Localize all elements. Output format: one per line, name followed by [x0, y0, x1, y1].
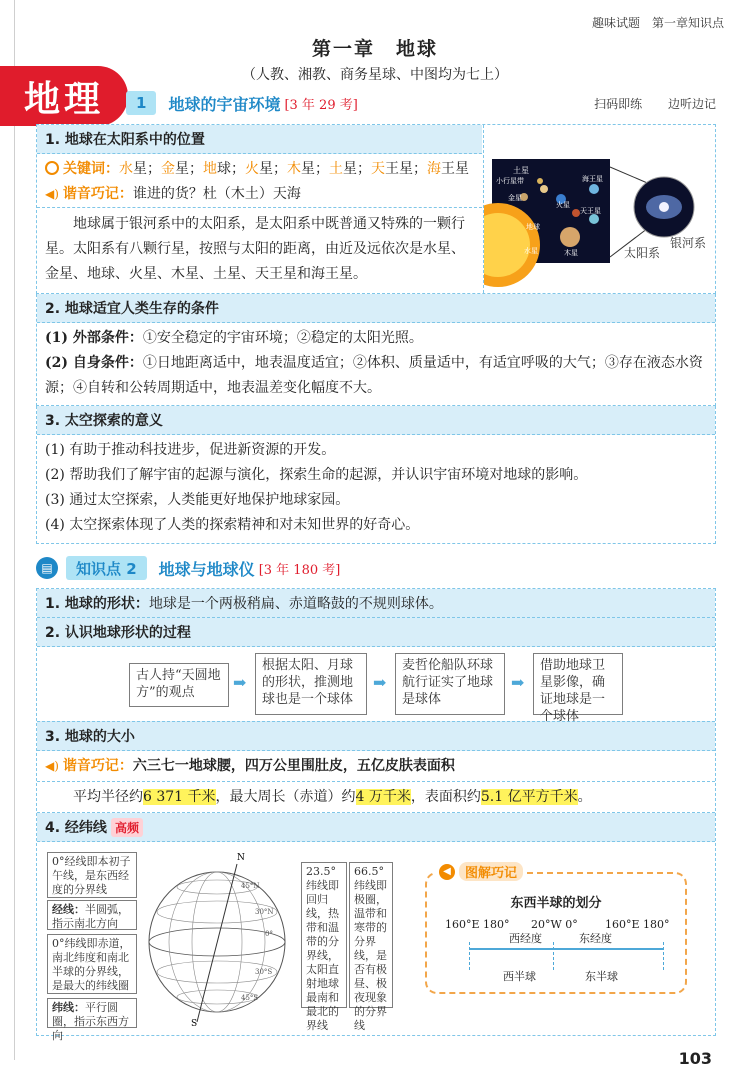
memo-tick-left: 160°E 180°: [445, 918, 510, 931]
keyword-highlight: 天: [371, 161, 385, 177]
earth-axis: [197, 864, 237, 1022]
flow-arrow-2: ➡: [373, 673, 387, 692]
svg-text:N: N: [237, 853, 245, 863]
keyword-rest: 星；: [343, 161, 371, 177]
keyword-highlight: 金: [161, 161, 175, 177]
solar-system-image: [484, 125, 716, 293]
keyword-icon: [45, 161, 59, 175]
running-header: 趣味试题 第一章知识点: [591, 16, 724, 30]
grid-lines-figure: [37, 842, 715, 1042]
svg-text:0°: 0°: [265, 930, 273, 938]
svg-text:30°S: 30°S: [255, 968, 273, 976]
note-meridian: 经线：半圆弧，指示南北方向: [47, 900, 137, 930]
area-value: 5.1 亿平方千米: [480, 789, 578, 805]
circumference-value: 4 万千米: [355, 789, 411, 805]
note-parallel: 纬线：平行圆圈，指示东西方向: [47, 998, 137, 1028]
galaxy-label: 银河系: [670, 236, 707, 250]
section-3-heading: 3. 太空探索的意义: [37, 406, 715, 435]
flow-step-4: 借助地球卫星影像，确证地球是一个球体: [533, 653, 623, 715]
memo-tick-right: 160°E 180°: [605, 918, 670, 931]
internal-conditions: (2) 自身条件：①日地距离适中，地表温度适宜；②体积、质量适中，有适宜呼吸的大气；③存在液态水资源；④自转和公转周期适中，地表温差变化幅度不大。: [45, 355, 703, 396]
kp2-exam-tag: [3 年 180 考]: [258, 562, 341, 578]
svg-text:金星: 金星: [508, 194, 522, 202]
kp1-number: 1: [126, 91, 156, 115]
keyword-rest: 球；: [217, 161, 245, 177]
keywords-text: [119, 161, 469, 177]
radius-value: 6 371 千米: [143, 789, 216, 805]
shape-of-earth-row: 1. 地球的形状： 地球是一个两极稍扁、赤道略鼓的不规则球体。: [37, 589, 715, 618]
section-1-box: [36, 124, 716, 294]
section-2-heading: 2. 地球适宜人类生存的条件: [37, 294, 715, 323]
earth-size-facts: 平均半径约6 371 千米，最大周长（赤道）约4 万千米，表面积约5.1 亿平方千米。: [37, 782, 715, 813]
keyword-highlight: 土: [329, 161, 343, 177]
listen-memorize-link[interactable]: 边听边记: [667, 96, 716, 111]
grid-lines-heading: 4. 经纬线 高频: [37, 813, 715, 842]
keyword-highlight: 海: [427, 161, 441, 177]
kp1-title: 地球的宇宙环境: [168, 94, 281, 114]
solar-system-figure: [483, 125, 716, 293]
svg-text:45°S: 45°S: [241, 994, 259, 1002]
significance-item-4: (4) 太空探索体现了人类的探索精神和对未知世界的好奇心。: [45, 517, 420, 533]
svg-text:火星: 火星: [556, 201, 570, 209]
kp1-exam-tag: [3 年 29 考]: [284, 97, 358, 113]
memo-title: 图解巧记: [459, 862, 523, 881]
svg-text:地球: 地球: [526, 223, 540, 231]
speaker-icon: ◀): [45, 759, 59, 773]
kp1-actions: [572, 95, 716, 112]
shape-process-heading: 2. 认识地球形状的过程: [37, 618, 715, 647]
keyword-rest: 星；: [301, 161, 329, 177]
note-tropic: 23.5°纬线即回归线，热带和温带的分界线，太阳直射地球最南和最北的界线: [301, 862, 347, 1008]
svg-text:天王星: 天王星: [580, 207, 601, 215]
memo-east-longitude: 东经度: [579, 932, 612, 945]
earth-size-heading: 3. 地球的大小: [37, 721, 715, 751]
keyword-rest: 王星: [441, 161, 469, 177]
svg-text:木星: 木星: [564, 249, 578, 257]
memo-axis: [469, 948, 663, 950]
flow-step-1: 古人持“天圆地方”的观点: [129, 663, 229, 707]
keywords-label: 关键词：: [63, 161, 119, 177]
subject-badge: 地理: [0, 66, 128, 126]
memo-west-hemisphere: 西半球: [503, 970, 536, 983]
keyword-rest: 王星；: [385, 161, 427, 177]
keyword-rest: 星；: [133, 161, 161, 177]
flow-step-2: 根据太阳、月球的形状，推测地球也是一个球体: [255, 653, 367, 715]
flow-step-3: 麦哲伦船队环球航行证实了地球是球体: [395, 653, 505, 715]
memo-subtitle: 东西半球的划分: [510, 896, 602, 911]
memo-tick-mid: 20°W 0°: [531, 918, 578, 931]
page-number: 103: [678, 1049, 712, 1068]
svg-text:30°N: 30°N: [255, 908, 274, 916]
shape-process-flow: [37, 647, 715, 724]
significance-item-3: (3) 通过太空探索，人类能更好地保护地球家园。: [45, 492, 350, 508]
earth-size-mnemonic: ◀) 谐音巧记：六三七一地球腰，四万公里围肚皮，五亿皮肤表面积: [37, 751, 715, 782]
section-3-box: [36, 406, 716, 544]
section-2-box: [36, 294, 716, 406]
keyword-highlight: 火: [245, 161, 259, 177]
mnemonic-line: [37, 182, 482, 207]
mnemonic-text: 谁进的货？杜（木土）天海: [132, 186, 301, 202]
keyword-rest: 星；: [175, 161, 203, 177]
chapter-subtitle: （人教、湘教、商务星球、中图均为七上）: [242, 67, 508, 83]
svg-text:45°N: 45°N: [241, 882, 260, 890]
svg-text:小行星带: 小行星带: [496, 177, 524, 185]
chapter-title: 第一章 地球: [311, 38, 438, 60]
knowledge-point-2-row: [36, 555, 716, 581]
section-1-paragraph: 地球属于银河系中的太阳系，是太阳系中既普通又特殊的一颗行星。太阳系有八颗行星，按照与太阳的距离，由近及远依次是水星、金星、地球、火星、木星、土星、天王星和海王星。: [37, 207, 482, 287]
memo-west-longitude: 西经度: [509, 932, 542, 945]
megaphone-icon: ◀: [439, 864, 455, 880]
kp2-title: 地球与地球仪: [158, 559, 255, 579]
keywords-line: [37, 157, 482, 182]
page-edge-line: [14, 0, 15, 1060]
knowledge-point-2-box: [36, 588, 716, 1042]
globe-diagram: [137, 842, 297, 1028]
svg-text:土星: 土星: [513, 166, 529, 175]
scan-practice-link[interactable]: 扫码即练: [594, 96, 643, 111]
keyword-highlight: 地: [203, 161, 217, 177]
memo-box: [425, 865, 687, 994]
svg-text:海王星: 海王星: [582, 175, 603, 183]
flow-arrow-3: ➡: [511, 673, 525, 692]
high-frequency-tag: 高频: [111, 818, 143, 837]
memo-east-hemisphere: 东半球: [585, 970, 618, 983]
svg-text:水星: 水星: [524, 247, 538, 255]
section-1-heading: 1. 地球在太阳系中的位置: [37, 125, 482, 154]
note-polar-circle: 66.5°纬线即极圈，温带和寒带的分界线，是否有极昼、极夜现象的分界线: [349, 862, 393, 1008]
knowledge-point-1-row: [36, 90, 716, 116]
solar-system-label: 太阳系: [624, 246, 661, 260]
kp2-number: 知识点 2: [66, 556, 147, 580]
keyword-highlight: 水: [119, 161, 133, 177]
significance-item-1: (1) 有助于推动科技进步，促进新资源的开发。: [45, 442, 336, 458]
external-conditions: (1) 外部条件：①安全稳定的宇宙环境；②稳定的太阳光照。: [45, 330, 423, 346]
flow-arrow-1: ➡: [233, 673, 247, 692]
svg-text:S: S: [191, 1019, 198, 1028]
mnemonic-label: 谐音巧记：: [62, 186, 133, 202]
note-equator: 0°纬线即赤道，南北纬度和南北半球的分界线，是最大的纬线圈: [47, 934, 137, 994]
book-icon: ▤: [36, 557, 58, 579]
note-prime-meridian: 0°经线即本初子午线，是东西经度的分界线: [47, 852, 137, 898]
keyword-rest: 星；: [259, 161, 287, 177]
keyword-highlight: 木: [287, 161, 301, 177]
significance-item-2: (2) 帮助我们了解宇宙的起源与演化，探索生命的起源，并认识宇宙环境对地球的影响。: [45, 467, 588, 483]
speaker-icon: ◀): [45, 187, 59, 201]
